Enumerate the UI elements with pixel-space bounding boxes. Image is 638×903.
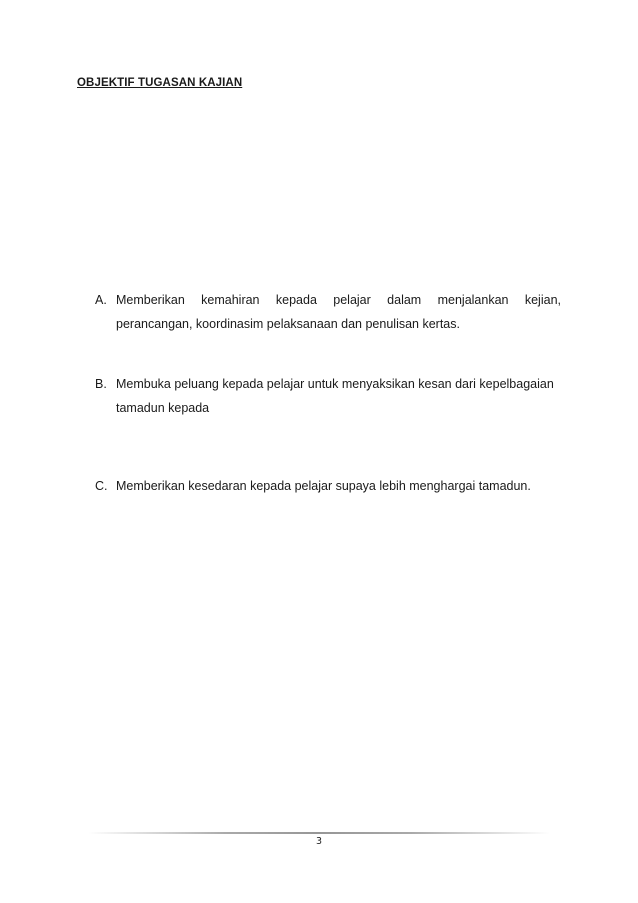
section-heading: OBJEKTIF TUGASAN KAJIAN: [77, 77, 243, 89]
objective-item-b: [95, 372, 561, 420]
objective-marker: B.: [95, 377, 107, 391]
objective-text: Memberikan kesedaran kepada pelajar supaya lebih menghargai tamadun.: [116, 479, 531, 493]
objective-text: Memberikan kemahiran kepada pelajar dalam menjalankan kejian, perancangan, koordinasim pelaksanaan dan penulisan kertas.: [116, 293, 561, 331]
objective-item-c: [95, 474, 561, 498]
page-number: 3: [315, 836, 323, 847]
objective-item-a: [95, 288, 561, 336]
objective-text: Membuka peluang kepada pelajar untuk menyaksikan kesan dari kepelbagaian tamadun kepada: [116, 377, 554, 415]
footer-divider: [88, 832, 550, 834]
objective-marker: C.: [95, 479, 108, 493]
objective-marker: A.: [95, 293, 107, 307]
